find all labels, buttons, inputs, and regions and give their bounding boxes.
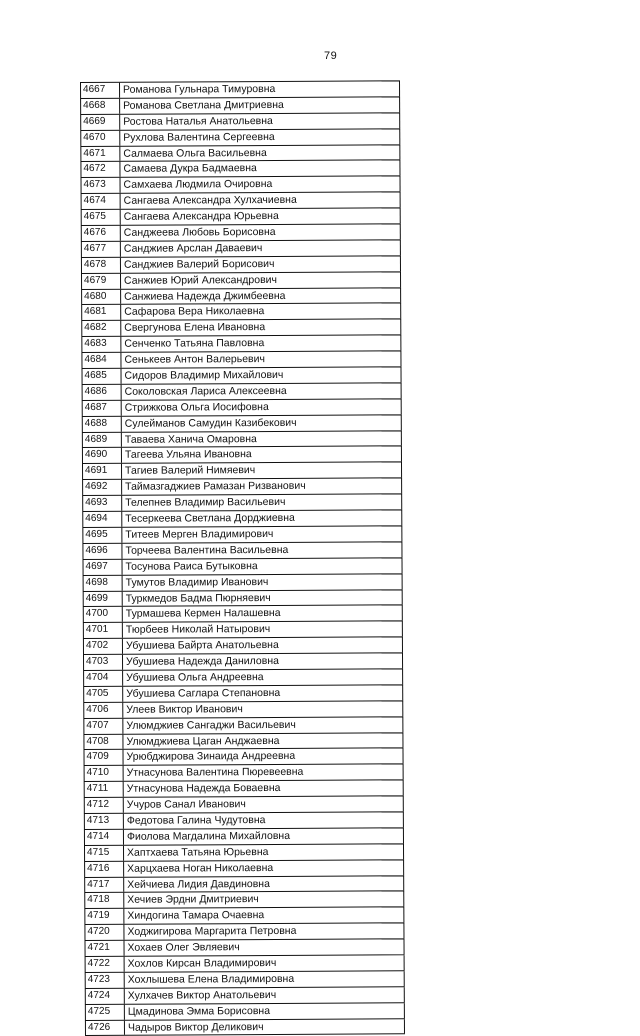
- row-full-name: Убушиева Саглара Степановна: [126, 686, 281, 700]
- row-full-name: Сенькеев Антон Валерьевич: [124, 353, 265, 366]
- row-number: 4724: [85, 989, 125, 1004]
- row-full-name: Урюбджирова Зинаида Андреевна: [126, 750, 296, 764]
- row-number: 4704: [83, 671, 123, 686]
- row-right-border: [400, 336, 401, 351]
- row-number: 4683: [81, 337, 121, 352]
- row-number: 4677: [81, 242, 121, 257]
- row-full-name: Рухлова Валентина Сергеевна: [123, 130, 275, 144]
- row-number: 4699: [83, 591, 123, 606]
- row-full-name: Хохлышева Елена Владимировна: [127, 972, 295, 986]
- table-row: [82, 494, 402, 512]
- row-full-name: Улюмджиев Сангаджи Васильевич: [126, 718, 296, 732]
- row-full-name: Турмашева Кермен Налашевна: [125, 607, 281, 621]
- table-row: [81, 304, 401, 322]
- row-right-border: [400, 224, 401, 239]
- table-row: [83, 717, 403, 735]
- row-right-border: [402, 717, 403, 732]
- table-row: [84, 844, 404, 862]
- table-row: [81, 272, 401, 290]
- row-full-name: Хейчиева Лидия Давдиновна: [127, 877, 270, 891]
- row-number: 4715: [84, 846, 124, 861]
- row-full-name: Цмадинова Эмма Борисовна: [127, 1004, 271, 1018]
- row-right-border: [402, 653, 403, 668]
- row-full-name: Убушиева Байрта Анатольевна: [125, 639, 279, 652]
- table-row: [83, 701, 403, 719]
- row-right-border: [404, 971, 405, 986]
- row-full-name: Санжиев Юрий Александрович: [124, 273, 278, 287]
- row-full-name: Таймазгаджиев Рамазан Ризванович: [125, 480, 306, 494]
- row-number: 4684: [81, 353, 121, 368]
- row-right-border: [402, 637, 403, 652]
- row-full-name: Санджиев Арслан Даваевич: [123, 241, 263, 255]
- row-number: 4680: [81, 289, 121, 304]
- row-full-name: Самаева Дукра Бадмаевна: [123, 162, 257, 176]
- table-row: [81, 240, 401, 258]
- table-row: [81, 288, 401, 306]
- table-row: [82, 415, 402, 433]
- row-right-border: [399, 81, 400, 96]
- row-full-name: Романова Гульнара Тимуровна: [123, 82, 276, 96]
- table-row: [81, 336, 401, 354]
- table-row: [83, 653, 403, 671]
- table-row: [84, 828, 404, 846]
- table-row: [84, 765, 404, 783]
- table-row: [82, 383, 402, 401]
- row-full-name: Салмаева Ольга Васильевна: [123, 146, 267, 160]
- row-right-border: [403, 828, 404, 843]
- row-number: 4673: [81, 178, 121, 193]
- row-full-name: Ростова Наталья Анатольевна: [123, 114, 273, 128]
- table-row: [82, 542, 402, 560]
- table-row: [80, 97, 400, 115]
- row-right-border: [401, 383, 402, 398]
- row-full-name: Учуров Санал Иванович: [126, 798, 246, 811]
- row-right-border: [402, 590, 403, 605]
- row-number: 4710: [84, 766, 124, 781]
- page-number: 79: [324, 50, 338, 62]
- row-right-border: [400, 288, 401, 303]
- table-row: [81, 193, 401, 211]
- row-number: 4667: [80, 83, 120, 98]
- row-full-name: Санжиева Надежда Джимбеевна: [124, 289, 286, 303]
- row-number: 4702: [83, 639, 123, 654]
- row-number: 4676: [81, 226, 121, 241]
- row-right-border: [401, 479, 402, 494]
- row-full-name: Сангаева Александра Юрьевна: [123, 210, 279, 223]
- table-row: [83, 606, 403, 624]
- row-number: 4691: [82, 464, 122, 479]
- table-row: [82, 526, 402, 544]
- table-row: [84, 892, 404, 910]
- row-right-border: [404, 1019, 405, 1034]
- table-row: [80, 161, 400, 179]
- table-row: [80, 145, 400, 163]
- row-right-border: [403, 892, 404, 907]
- row-number: 4692: [82, 480, 122, 495]
- table-row: [80, 129, 400, 147]
- row-full-name: Тосунова Раиса Бутыковна: [125, 559, 258, 573]
- row-right-border: [401, 399, 402, 414]
- table-row: [83, 637, 403, 655]
- row-full-name: Хечиев Эрдни Дмитриевич: [127, 893, 259, 907]
- row-right-border: [402, 685, 403, 700]
- row-number: 4685: [82, 369, 122, 384]
- row-right-border: [399, 97, 400, 112]
- table-row: [83, 749, 403, 767]
- row-right-border: [401, 542, 402, 557]
- table-row: [84, 908, 404, 926]
- row-number: 4722: [85, 957, 125, 972]
- row-full-name: Сафарова Вера Николаевна: [124, 305, 265, 319]
- row-number: 4682: [81, 321, 121, 336]
- row-right-border: [401, 494, 402, 509]
- row-number: 4726: [85, 1020, 125, 1035]
- row-right-border: [400, 177, 401, 192]
- row-right-border: [399, 145, 400, 160]
- row-full-name: Харцхаева Ноган Николаевна: [127, 861, 274, 875]
- row-number: 4723: [85, 973, 125, 988]
- row-full-name: Стрижкова Ольга Иосифовна: [124, 400, 269, 414]
- table-row: [83, 669, 403, 687]
- table-row: [83, 590, 403, 608]
- row-number: 4688: [82, 416, 122, 431]
- row-number: 4690: [82, 448, 122, 463]
- row-number: 4700: [83, 607, 123, 622]
- row-right-border: [400, 272, 401, 287]
- row-full-name: Улюмджиева Цаган Анджаевна: [126, 734, 280, 748]
- row-full-name: Тагиев Валерий Нимяевич: [125, 464, 256, 478]
- row-right-border: [402, 749, 403, 764]
- row-full-name: Федотова Галина Чудутовна: [126, 814, 266, 827]
- table-row: [81, 177, 401, 195]
- row-number: 4701: [83, 623, 123, 638]
- row-number: 4718: [84, 893, 124, 908]
- row-number: 4705: [83, 687, 123, 702]
- table-row: [80, 81, 400, 99]
- table-row: [81, 256, 401, 274]
- table-row: [82, 463, 402, 481]
- table-row: [81, 224, 401, 242]
- row-full-name: Сангаева Александра Хулхачиевна: [123, 194, 297, 208]
- table-row: [82, 367, 402, 385]
- row-right-border: [400, 320, 401, 335]
- row-number: 4672: [80, 162, 120, 177]
- row-right-border: [401, 526, 402, 541]
- table-row: [83, 685, 403, 703]
- row-full-name: Тумутов Владимир Иванович: [125, 575, 269, 589]
- row-number: 4703: [83, 655, 123, 670]
- row-right-border: [399, 161, 400, 176]
- row-number: 4707: [83, 718, 123, 733]
- row-right-border: [402, 733, 403, 748]
- row-number: 4675: [81, 210, 121, 225]
- row-full-name: Торчеева Валентина Васильевна: [125, 543, 289, 557]
- row-right-border: [401, 431, 402, 446]
- row-full-name: Хулхачев Виктор Анатольевич: [127, 988, 277, 1002]
- row-number: 4670: [80, 130, 120, 145]
- row-number: 4698: [83, 575, 123, 590]
- row-right-border: [399, 113, 400, 128]
- row-number: 4679: [81, 273, 121, 288]
- row-full-name: Сулейманов Самудин Казибекович: [124, 416, 297, 430]
- row-right-border: [402, 574, 403, 589]
- row-right-border: [403, 812, 404, 827]
- table-row: [83, 574, 403, 592]
- table-row: [84, 939, 404, 957]
- row-right-border: [402, 701, 403, 716]
- row-number: 4717: [84, 877, 124, 892]
- row-right-border: [400, 208, 401, 223]
- row-number: 4695: [82, 528, 122, 543]
- table-row: [85, 971, 405, 989]
- row-full-name: Хохаев Олег Эвляевич: [127, 941, 240, 954]
- row-full-name: Чадыров Виктор Деликович: [127, 1020, 264, 1034]
- row-number: 4687: [82, 401, 122, 416]
- row-right-border: [403, 876, 404, 891]
- row-number: 4678: [81, 258, 121, 273]
- row-right-border: [401, 415, 402, 430]
- row-right-border: [404, 955, 405, 970]
- row-right-border: [401, 510, 402, 525]
- row-right-border: [400, 351, 401, 366]
- row-number: 4711: [84, 782, 124, 797]
- table-row: [82, 399, 402, 417]
- row-full-name: Ходжигирова Маргарита Петровна: [127, 925, 297, 938]
- table-row: [81, 208, 401, 226]
- row-full-name: Самхаева Людмила Очировна: [123, 178, 273, 192]
- row-right-border: [399, 129, 400, 144]
- table-row: [83, 622, 403, 640]
- row-full-name: Утнасунова Надежда Боваевна: [126, 782, 281, 795]
- table-row: [82, 447, 402, 465]
- row-full-name: Тесеркеева Светлана Дорджиевна: [125, 511, 295, 525]
- row-full-name: Таваева Ханича Омаровна: [124, 432, 257, 446]
- row-right-border: [403, 844, 404, 859]
- row-number: 4668: [80, 99, 120, 114]
- row-right-border: [402, 622, 403, 637]
- row-right-border: [403, 796, 404, 811]
- row-number: 4671: [80, 146, 120, 161]
- table-row: [84, 860, 404, 878]
- row-number: 4709: [83, 750, 123, 765]
- table-row: [84, 796, 404, 814]
- row-number: 4706: [83, 703, 123, 718]
- table-row: [81, 320, 401, 338]
- table-row: [81, 351, 401, 369]
- row-number: 4708: [83, 734, 123, 749]
- row-number: 4686: [82, 385, 122, 400]
- row-full-name: Туркмедов Бадма Пюрняевич: [125, 591, 271, 605]
- row-right-border: [401, 558, 402, 573]
- row-number: 4674: [81, 194, 121, 209]
- row-full-name: Сенченко Татьяна Павловна: [124, 337, 265, 351]
- table-row: [84, 924, 404, 942]
- row-full-name: Титеев Мерген Владимирович: [125, 527, 274, 541]
- row-number: 4725: [85, 1004, 125, 1019]
- row-number: 4720: [84, 925, 124, 940]
- table-row: [84, 781, 404, 799]
- row-full-name: Телепнев Владимир Васильевич: [125, 496, 286, 509]
- table-row: [83, 558, 403, 576]
- row-full-name: Санджиев Валерий Борисович: [123, 257, 275, 271]
- row-number: 4719: [84, 909, 124, 924]
- row-right-border: [402, 669, 403, 684]
- row-right-border: [400, 193, 401, 208]
- table-row: [82, 510, 402, 528]
- row-right-border: [403, 908, 404, 923]
- row-number: 4689: [82, 432, 122, 447]
- row-right-border: [403, 924, 404, 939]
- table-row: [82, 479, 402, 497]
- row-number: 4697: [83, 560, 123, 575]
- row-right-border: [404, 987, 405, 1002]
- table-row: [84, 876, 404, 894]
- row-right-border: [403, 860, 404, 875]
- row-full-name: Тагеева Ульяна Ивановна: [124, 448, 252, 462]
- table-row: [80, 113, 400, 131]
- row-number: 4716: [84, 861, 124, 876]
- row-full-name: Соколовская Лариса Алексеевна: [124, 384, 287, 398]
- row-right-border: [400, 256, 401, 271]
- registry-table: [80, 80, 405, 1036]
- row-full-name: Тюрбеев Николай Натырович: [125, 623, 271, 637]
- row-full-name: Фиолова Магдалина Михайловна: [126, 829, 291, 843]
- row-full-name: Хаптхаева Татьяна Юрьевна: [127, 845, 269, 859]
- row-full-name: Хиндогина Тамара Очаевна: [127, 909, 265, 923]
- row-right-border: [404, 1003, 405, 1018]
- row-full-name: Свергунова Елена Ивановна: [124, 321, 266, 335]
- row-right-border: [400, 367, 401, 382]
- row-number: 4712: [84, 798, 124, 813]
- table-row: [84, 812, 404, 830]
- table-row: [85, 955, 405, 973]
- row-full-name: Улеев Виктор Иванович: [126, 702, 243, 716]
- row-right-border: [401, 447, 402, 462]
- row-right-border: [403, 939, 404, 954]
- row-number: 4694: [82, 512, 122, 527]
- table-row: [85, 1003, 405, 1021]
- table-row: [82, 431, 402, 449]
- row-right-border: [403, 765, 404, 780]
- row-full-name: Хохлов Кирсан Владимирович: [127, 956, 277, 970]
- row-number: 4669: [80, 115, 120, 130]
- row-right-border: [402, 606, 403, 621]
- row-right-border: [400, 240, 401, 255]
- row-right-border: [403, 781, 404, 796]
- row-full-name: Убушиева Надежда Даниловна: [126, 655, 279, 668]
- row-number: 4681: [81, 305, 121, 320]
- row-right-border: [400, 304, 401, 319]
- row-number: 4696: [82, 544, 122, 559]
- row-number: 4693: [82, 496, 122, 511]
- table-row: [85, 987, 405, 1005]
- row-number: 4713: [84, 814, 124, 829]
- row-number: 4721: [84, 941, 124, 956]
- row-full-name: Санджеева Любовь Борисовна: [123, 225, 276, 239]
- row-full-name: Сидоров Владимир Михайлович: [124, 368, 284, 382]
- row-right-border: [401, 463, 402, 478]
- row-number: 4714: [84, 830, 124, 845]
- table-row: [85, 1019, 405, 1036]
- row-full-name: Утнасунова Валентина Пюревеевна: [126, 766, 304, 780]
- row-full-name: Романова Светлана Дмитриевна: [123, 98, 284, 112]
- table-row: [83, 733, 403, 751]
- row-full-name: Убушиева Ольга Андреевна: [126, 671, 264, 684]
